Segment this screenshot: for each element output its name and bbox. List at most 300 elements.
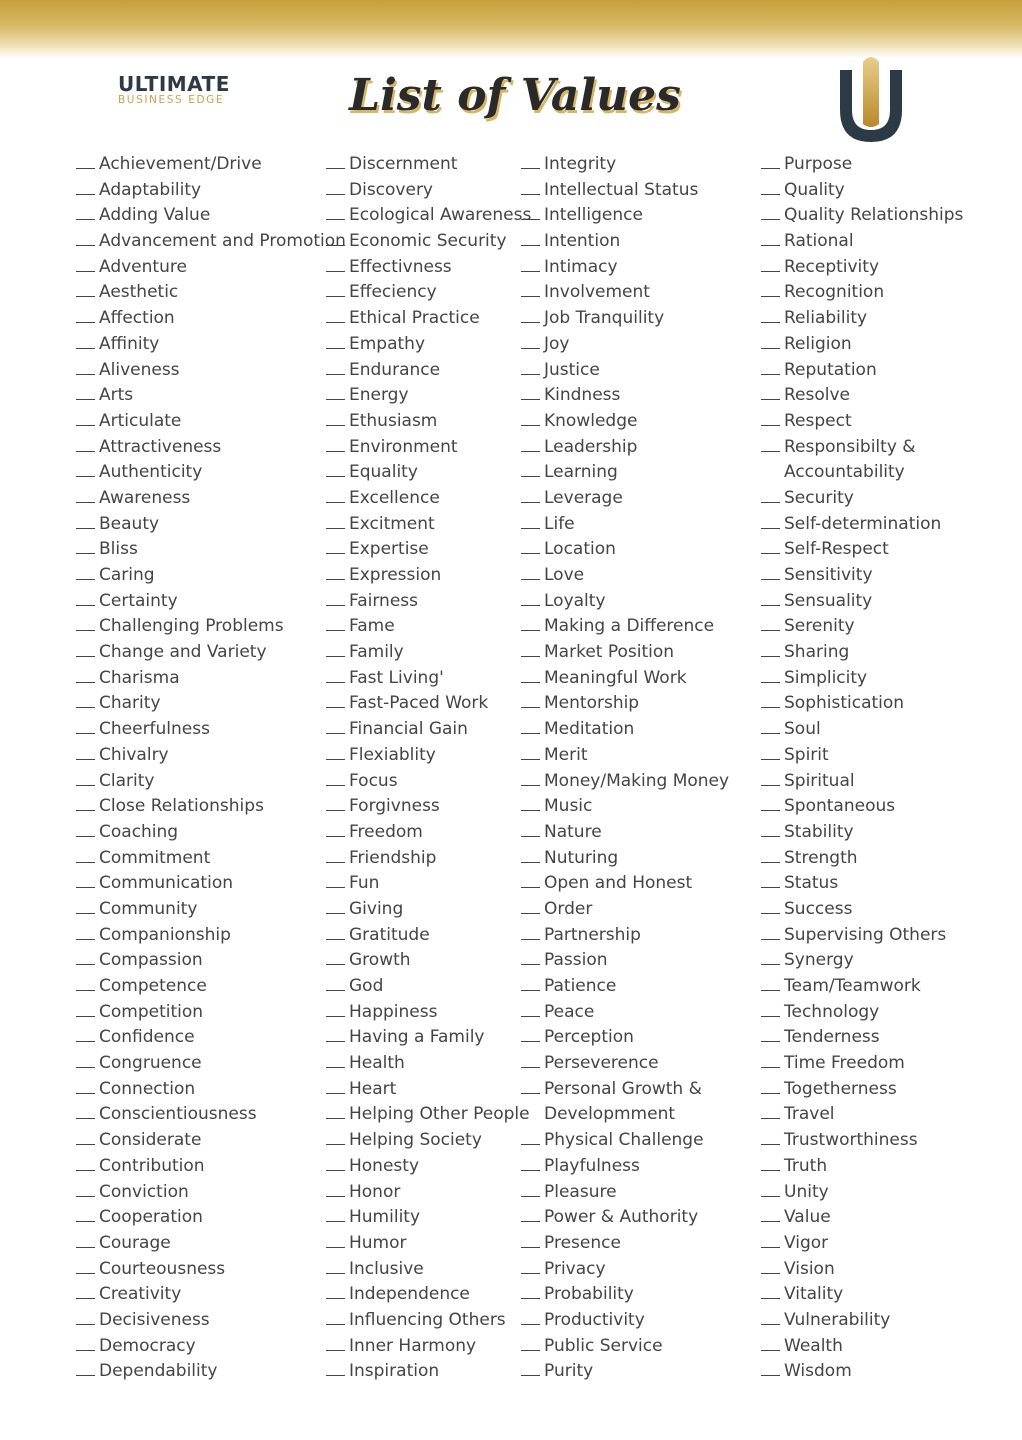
checkbox-blank-line[interactable] bbox=[521, 1041, 540, 1042]
checkbox-blank-line[interactable] bbox=[521, 887, 540, 888]
checkbox-blank-line[interactable] bbox=[76, 553, 95, 554]
checkbox-blank-line[interactable] bbox=[326, 939, 345, 940]
value-item bbox=[326, 229, 531, 255]
value-label: Environment bbox=[349, 436, 458, 457]
checkbox-blank-line[interactable] bbox=[521, 1016, 540, 1017]
checkbox-blank-line[interactable] bbox=[76, 939, 95, 940]
value-item bbox=[761, 794, 963, 820]
checkbox-blank-line[interactable] bbox=[521, 1221, 540, 1222]
checkbox-blank-line[interactable] bbox=[76, 399, 95, 400]
checkbox-blank-line[interactable] bbox=[76, 1093, 95, 1094]
checkbox-blank-line[interactable] bbox=[326, 399, 345, 400]
value-item bbox=[761, 1257, 963, 1283]
value-item bbox=[326, 1051, 531, 1077]
checkbox-blank-line[interactable] bbox=[326, 964, 345, 965]
value-item bbox=[761, 1102, 963, 1128]
value-item bbox=[326, 1102, 531, 1128]
checkbox-blank-line[interactable] bbox=[521, 759, 540, 760]
checkbox-blank-line[interactable] bbox=[761, 528, 780, 529]
value-item bbox=[326, 203, 531, 229]
checkbox-blank-line[interactable] bbox=[76, 1350, 95, 1351]
checkbox-blank-line[interactable] bbox=[326, 579, 345, 580]
checkbox-blank-line[interactable] bbox=[326, 1221, 345, 1222]
value-item bbox=[521, 512, 729, 538]
checkbox-blank-line[interactable] bbox=[761, 1093, 780, 1094]
checkbox-blank-line[interactable] bbox=[76, 887, 95, 888]
checkbox-blank-line[interactable] bbox=[521, 1093, 540, 1094]
checkbox-blank-line[interactable] bbox=[326, 271, 345, 272]
checkbox-blank-line[interactable] bbox=[326, 502, 345, 503]
checkbox-blank-line[interactable] bbox=[326, 733, 345, 734]
checkbox-blank-line[interactable] bbox=[326, 887, 345, 888]
checkbox-blank-line[interactable] bbox=[76, 502, 95, 503]
checkbox-blank-line[interactable] bbox=[76, 733, 95, 734]
value-label: Synergy bbox=[784, 950, 854, 971]
checkbox-blank-line[interactable] bbox=[76, 271, 95, 272]
checkbox-blank-line[interactable] bbox=[326, 553, 345, 554]
value-item bbox=[521, 1205, 729, 1231]
value-label: Wisdom bbox=[784, 1361, 852, 1382]
checkbox-blank-line[interactable] bbox=[76, 964, 95, 965]
value-label: Self-Respect bbox=[784, 539, 889, 560]
value-item bbox=[761, 512, 963, 538]
checkbox-blank-line[interactable] bbox=[761, 1298, 780, 1299]
value-label: Endurance bbox=[349, 359, 441, 380]
value-label: Resolve bbox=[784, 385, 851, 406]
checkbox-blank-line[interactable] bbox=[76, 219, 95, 220]
checkbox-blank-line[interactable] bbox=[76, 1041, 95, 1042]
value-item bbox=[326, 1000, 531, 1026]
checkbox-blank-line[interactable] bbox=[761, 605, 780, 606]
value-label: Influencing Others bbox=[349, 1309, 506, 1330]
value-label: Unity bbox=[784, 1181, 829, 1202]
checkbox-blank-line[interactable] bbox=[521, 1273, 540, 1274]
checkbox-blank-line[interactable] bbox=[326, 759, 345, 760]
value-label: Adding Value bbox=[99, 205, 211, 226]
value-label: Togetherness bbox=[784, 1078, 897, 1099]
value-label: Rational bbox=[784, 231, 854, 252]
value-label: Challenging Problems bbox=[99, 616, 284, 637]
value-label: Fast Living' bbox=[349, 667, 444, 688]
checkbox-blank-line[interactable] bbox=[76, 476, 95, 477]
checkbox-blank-line[interactable] bbox=[76, 1144, 95, 1145]
checkbox-blank-line[interactable] bbox=[326, 1093, 345, 1094]
value-label: Growth bbox=[349, 950, 411, 971]
value-item bbox=[761, 1154, 963, 1180]
checkbox-blank-line[interactable] bbox=[326, 451, 345, 452]
checkbox-blank-line[interactable] bbox=[761, 1221, 780, 1222]
checkbox-blank-line[interactable] bbox=[761, 1324, 780, 1325]
checkbox-blank-line[interactable] bbox=[76, 913, 95, 914]
value-item bbox=[761, 1000, 963, 1026]
checkbox-blank-line[interactable] bbox=[521, 1375, 540, 1376]
checkbox-blank-line[interactable] bbox=[761, 425, 780, 426]
checkbox-blank-line[interactable] bbox=[521, 553, 540, 554]
checkbox-blank-line[interactable] bbox=[521, 733, 540, 734]
checkbox-blank-line[interactable] bbox=[326, 810, 345, 811]
checkbox-blank-line[interactable] bbox=[326, 1273, 345, 1274]
checkbox-blank-line[interactable] bbox=[761, 810, 780, 811]
value-item bbox=[326, 589, 531, 615]
checkbox-blank-line[interactable] bbox=[521, 425, 540, 426]
checkbox-blank-line[interactable] bbox=[76, 605, 95, 606]
checkbox-blank-line[interactable] bbox=[521, 1350, 540, 1351]
checkbox-blank-line[interactable] bbox=[521, 990, 540, 991]
value-label: Attractiveness bbox=[99, 436, 222, 457]
value-label: Truth bbox=[784, 1155, 828, 1176]
value-item bbox=[761, 537, 963, 563]
checkbox-blank-line[interactable] bbox=[761, 168, 780, 169]
checkbox-blank-line[interactable] bbox=[761, 374, 780, 375]
value-item bbox=[326, 537, 531, 563]
checkbox-blank-line[interactable] bbox=[521, 219, 540, 220]
checkbox-blank-line[interactable] bbox=[326, 707, 345, 708]
value-item bbox=[326, 306, 531, 332]
checkbox-blank-line[interactable] bbox=[761, 579, 780, 580]
checkbox-blank-line[interactable] bbox=[326, 1118, 345, 1119]
value-label: Respect bbox=[784, 410, 852, 431]
checkbox-blank-line[interactable] bbox=[761, 836, 780, 837]
checkbox-blank-line[interactable] bbox=[521, 399, 540, 400]
checkbox-blank-line[interactable] bbox=[761, 1118, 780, 1119]
checkbox-blank-line[interactable] bbox=[76, 836, 95, 837]
checkbox-blank-line[interactable] bbox=[521, 707, 540, 708]
checkbox-blank-line[interactable] bbox=[521, 168, 540, 169]
checkbox-blank-line[interactable] bbox=[76, 1247, 95, 1248]
checkbox-blank-line[interactable] bbox=[761, 939, 780, 940]
checkbox-blank-line[interactable] bbox=[521, 1144, 540, 1145]
value-item bbox=[761, 255, 963, 281]
checkbox-blank-line[interactable] bbox=[326, 862, 345, 863]
checkbox-blank-line[interactable] bbox=[521, 862, 540, 863]
checkbox-blank-line[interactable] bbox=[326, 296, 345, 297]
value-label: Value bbox=[784, 1207, 831, 1228]
value-label: Honesty bbox=[349, 1155, 420, 1176]
checkbox-blank-line[interactable] bbox=[761, 990, 780, 991]
checkbox-blank-line[interactable] bbox=[326, 1016, 345, 1017]
value-item bbox=[326, 640, 531, 666]
checkbox-blank-line[interactable] bbox=[326, 528, 345, 529]
value-label: Kindness bbox=[544, 385, 621, 406]
value-label: Spiritual bbox=[784, 770, 855, 791]
checkbox-blank-line[interactable] bbox=[521, 271, 540, 272]
value-item bbox=[521, 460, 729, 486]
value-label: Bliss bbox=[99, 539, 138, 560]
checkbox-blank-line[interactable] bbox=[761, 759, 780, 760]
value-label: Conviction bbox=[99, 1181, 189, 1202]
checkbox-blank-line[interactable] bbox=[76, 168, 95, 169]
checkbox-blank-line[interactable] bbox=[76, 322, 95, 323]
checkbox-blank-line[interactable] bbox=[76, 194, 95, 195]
checkbox-blank-line[interactable] bbox=[521, 682, 540, 683]
value-item bbox=[76, 1359, 346, 1385]
checkbox-blank-line[interactable] bbox=[761, 1170, 780, 1171]
value-item bbox=[326, 769, 531, 795]
checkbox-blank-line[interactable] bbox=[761, 682, 780, 683]
value-label: Competence bbox=[99, 976, 207, 996]
value-item bbox=[326, 846, 531, 872]
value-item bbox=[326, 691, 531, 717]
value-item bbox=[521, 358, 729, 384]
checkbox-blank-line[interactable] bbox=[761, 194, 780, 195]
values-column-2 bbox=[326, 152, 531, 1385]
checkbox-blank-line[interactable] bbox=[326, 374, 345, 375]
checkbox-blank-line[interactable] bbox=[76, 759, 95, 760]
checkbox-blank-line[interactable] bbox=[76, 1273, 95, 1274]
value-item bbox=[761, 1282, 963, 1308]
value-item bbox=[76, 794, 346, 820]
checkbox-blank-line[interactable] bbox=[326, 1375, 345, 1376]
checkbox-blank-line[interactable] bbox=[326, 990, 345, 991]
value-label: Courteousness bbox=[99, 1258, 226, 1279]
value-item bbox=[521, 1077, 729, 1103]
checkbox-blank-line[interactable] bbox=[76, 785, 95, 786]
checkbox-blank-line[interactable] bbox=[521, 374, 540, 375]
value-item bbox=[326, 332, 531, 358]
value-item bbox=[76, 614, 346, 640]
checkbox-blank-line[interactable] bbox=[76, 990, 95, 991]
value-item bbox=[76, 640, 346, 666]
value-item bbox=[326, 948, 531, 974]
checkbox-blank-line[interactable] bbox=[761, 1067, 780, 1068]
value-label: Friendship bbox=[349, 847, 437, 868]
checkbox-blank-line[interactable] bbox=[326, 1247, 345, 1248]
checkbox-blank-line[interactable] bbox=[326, 476, 345, 477]
checkbox-blank-line[interactable] bbox=[761, 785, 780, 786]
value-label: Articulate bbox=[99, 410, 182, 431]
checkbox-blank-line[interactable] bbox=[521, 785, 540, 786]
value-label: Considerate bbox=[99, 1130, 202, 1151]
checkbox-blank-line[interactable] bbox=[521, 630, 540, 631]
value-item bbox=[761, 152, 963, 178]
checkbox-blank-line[interactable] bbox=[326, 656, 345, 657]
checkbox-blank-line[interactable] bbox=[521, 605, 540, 606]
value-label: Happiness bbox=[349, 1001, 438, 1022]
checkbox-blank-line[interactable] bbox=[76, 1170, 95, 1171]
value-label: Decisiveness bbox=[99, 1309, 210, 1330]
value-item bbox=[521, 974, 729, 1000]
checkbox-blank-line[interactable] bbox=[761, 1273, 780, 1274]
checkbox-blank-line[interactable] bbox=[521, 810, 540, 811]
value-item bbox=[521, 486, 729, 512]
checkbox-blank-line[interactable] bbox=[761, 1016, 780, 1017]
checkbox-blank-line[interactable] bbox=[761, 1144, 780, 1145]
checkbox-blank-line[interactable] bbox=[761, 964, 780, 965]
checkbox-blank-line[interactable] bbox=[76, 1067, 95, 1068]
checkbox-blank-line[interactable] bbox=[76, 245, 95, 246]
value-item bbox=[761, 563, 963, 589]
value-item bbox=[326, 460, 531, 486]
checkbox-blank-line[interactable] bbox=[521, 964, 540, 965]
value-item bbox=[761, 383, 963, 409]
checkbox-blank-line[interactable] bbox=[521, 451, 540, 452]
checkbox-blank-line[interactable] bbox=[76, 862, 95, 863]
value-item bbox=[76, 743, 346, 769]
checkbox-blank-line[interactable] bbox=[76, 425, 95, 426]
value-label: Helping Society bbox=[349, 1130, 482, 1151]
value-item bbox=[326, 820, 531, 846]
value-item bbox=[326, 871, 531, 897]
value-item bbox=[76, 512, 346, 538]
checkbox-blank-line[interactable] bbox=[76, 451, 95, 452]
value-item bbox=[76, 332, 346, 358]
checkbox-blank-line[interactable] bbox=[326, 836, 345, 837]
checkbox-blank-line[interactable] bbox=[326, 425, 345, 426]
value-item bbox=[326, 1128, 531, 1154]
value-item bbox=[761, 948, 963, 974]
checkbox-blank-line[interactable] bbox=[521, 194, 540, 195]
checkbox-blank-line[interactable] bbox=[326, 1144, 345, 1145]
checkbox-blank-line[interactable] bbox=[761, 913, 780, 914]
checkbox-blank-line[interactable] bbox=[76, 1375, 95, 1376]
checkbox-blank-line[interactable] bbox=[521, 1298, 540, 1299]
checkbox-blank-line[interactable] bbox=[521, 502, 540, 503]
value-label: Conscientiousness bbox=[99, 1104, 257, 1125]
checkbox-blank-line[interactable] bbox=[761, 1247, 780, 1248]
value-item bbox=[76, 666, 346, 692]
value-label: Adaptability bbox=[99, 179, 202, 200]
checkbox-blank-line[interactable] bbox=[326, 913, 345, 914]
checkbox-blank-line[interactable] bbox=[761, 451, 780, 452]
value-item bbox=[326, 486, 531, 512]
checkbox-blank-line[interactable] bbox=[761, 707, 780, 708]
checkbox-blank-line[interactable] bbox=[761, 733, 780, 734]
value-label: Beauty bbox=[99, 513, 160, 534]
checkbox-blank-line[interactable] bbox=[76, 1016, 95, 1017]
value-label: Quality Relationships bbox=[784, 205, 964, 226]
checkbox-blank-line[interactable] bbox=[761, 630, 780, 631]
checkbox-blank-line[interactable] bbox=[521, 476, 540, 477]
checkbox-blank-line[interactable] bbox=[76, 1298, 95, 1299]
checkbox-blank-line[interactable] bbox=[76, 1221, 95, 1222]
checkbox-blank-line[interactable] bbox=[761, 1375, 780, 1376]
checkbox-blank-line[interactable] bbox=[521, 245, 540, 246]
values-column-4 bbox=[761, 152, 963, 1385]
checkbox-blank-line[interactable] bbox=[521, 913, 540, 914]
value-item bbox=[521, 691, 729, 717]
checkbox-blank-line[interactable] bbox=[761, 271, 780, 272]
value-item bbox=[761, 820, 963, 846]
checkbox-blank-line[interactable] bbox=[326, 785, 345, 786]
value-item bbox=[76, 203, 346, 229]
checkbox-blank-line[interactable] bbox=[761, 553, 780, 554]
checkbox-blank-line[interactable] bbox=[326, 194, 345, 195]
value-item bbox=[76, 178, 346, 204]
checkbox-blank-line[interactable] bbox=[76, 579, 95, 580]
checkbox-blank-line[interactable] bbox=[521, 939, 540, 940]
value-label: Status bbox=[784, 873, 839, 894]
checkbox-blank-line[interactable] bbox=[761, 348, 780, 349]
checkbox-blank-line[interactable] bbox=[76, 528, 95, 529]
checkbox-blank-line[interactable] bbox=[521, 528, 540, 529]
checkbox-blank-line[interactable] bbox=[521, 656, 540, 657]
checkbox-blank-line[interactable] bbox=[326, 1350, 345, 1351]
value-item bbox=[76, 846, 346, 872]
checkbox-blank-line[interactable] bbox=[76, 348, 95, 349]
checkbox-blank-line[interactable] bbox=[761, 1350, 780, 1351]
checkbox-blank-line[interactable] bbox=[521, 348, 540, 349]
value-label: Excellence bbox=[349, 487, 440, 508]
checkbox-blank-line[interactable] bbox=[521, 1067, 540, 1068]
checkbox-blank-line[interactable] bbox=[761, 502, 780, 503]
checkbox-blank-line[interactable] bbox=[326, 245, 345, 246]
checkbox-blank-line[interactable] bbox=[326, 1067, 345, 1068]
checkbox-blank-line[interactable] bbox=[521, 579, 540, 580]
checkbox-blank-line[interactable] bbox=[761, 1041, 780, 1042]
checkbox-blank-line[interactable] bbox=[326, 322, 345, 323]
checkbox-blank-line[interactable] bbox=[761, 656, 780, 657]
value-label: Presence bbox=[544, 1232, 621, 1253]
value-label: Mentorship bbox=[544, 693, 640, 714]
checkbox-blank-line[interactable] bbox=[326, 219, 345, 220]
checkbox-blank-line[interactable] bbox=[761, 219, 780, 220]
checkbox-blank-line[interactable] bbox=[326, 682, 345, 683]
value-label: Team/Teamwork bbox=[784, 976, 921, 996]
checkbox-blank-line[interactable] bbox=[76, 656, 95, 657]
value-label: Effeciency bbox=[349, 282, 437, 303]
value-label: Job Tranquility bbox=[544, 308, 665, 329]
checkbox-blank-line[interactable] bbox=[326, 1041, 345, 1042]
checkbox-blank-line[interactable] bbox=[76, 810, 95, 811]
value-label: Achievement/Drive bbox=[99, 154, 262, 174]
checkbox-blank-line[interactable] bbox=[76, 682, 95, 683]
checkbox-blank-line[interactable] bbox=[76, 374, 95, 375]
value-item bbox=[521, 717, 729, 743]
value-item bbox=[76, 358, 346, 384]
checkbox-blank-line[interactable] bbox=[326, 348, 345, 349]
checkbox-blank-line[interactable] bbox=[521, 1170, 540, 1171]
value-item bbox=[761, 486, 963, 512]
checkbox-blank-line[interactable] bbox=[76, 630, 95, 631]
checkbox-blank-line[interactable] bbox=[326, 1298, 345, 1299]
value-label: Travel bbox=[784, 1104, 835, 1125]
value-item bbox=[761, 1231, 963, 1257]
value-label: Passion bbox=[544, 950, 608, 971]
value-item bbox=[76, 1180, 346, 1206]
checkbox-blank-line[interactable] bbox=[521, 836, 540, 837]
checkbox-blank-line[interactable] bbox=[326, 168, 345, 169]
checkbox-blank-line[interactable] bbox=[761, 245, 780, 246]
value-item bbox=[521, 537, 729, 563]
checkbox-blank-line[interactable] bbox=[521, 1247, 540, 1248]
checkbox-blank-line[interactable] bbox=[326, 630, 345, 631]
checkbox-blank-line[interactable] bbox=[761, 322, 780, 323]
value-label: Religion bbox=[784, 333, 852, 354]
checkbox-blank-line[interactable] bbox=[326, 1170, 345, 1171]
value-label: Affection bbox=[99, 308, 175, 329]
checkbox-blank-line[interactable] bbox=[521, 322, 540, 323]
checkbox-blank-line[interactable] bbox=[521, 1196, 540, 1197]
checkbox-blank-line[interactable] bbox=[326, 1196, 345, 1197]
checkbox-blank-line[interactable] bbox=[76, 296, 95, 297]
checkbox-blank-line[interactable] bbox=[761, 862, 780, 863]
checkbox-blank-line[interactable] bbox=[76, 707, 95, 708]
checkbox-blank-line[interactable] bbox=[761, 399, 780, 400]
checkbox-blank-line[interactable] bbox=[521, 1324, 540, 1325]
checkbox-blank-line[interactable] bbox=[521, 296, 540, 297]
checkbox-blank-line[interactable] bbox=[761, 296, 780, 297]
value-item bbox=[521, 306, 729, 332]
checkbox-blank-line[interactable] bbox=[761, 887, 780, 888]
value-label: Wealth bbox=[784, 1335, 843, 1356]
checkbox-blank-line[interactable] bbox=[326, 605, 345, 606]
checkbox-blank-line[interactable] bbox=[326, 1324, 345, 1325]
value-label: Competition bbox=[99, 1001, 204, 1022]
checkbox-blank-line[interactable] bbox=[76, 1118, 95, 1119]
checkbox-blank-line[interactable] bbox=[76, 1324, 95, 1325]
checkbox-blank-line[interactable] bbox=[76, 1196, 95, 1197]
checkbox-blank-line[interactable] bbox=[761, 1196, 780, 1197]
